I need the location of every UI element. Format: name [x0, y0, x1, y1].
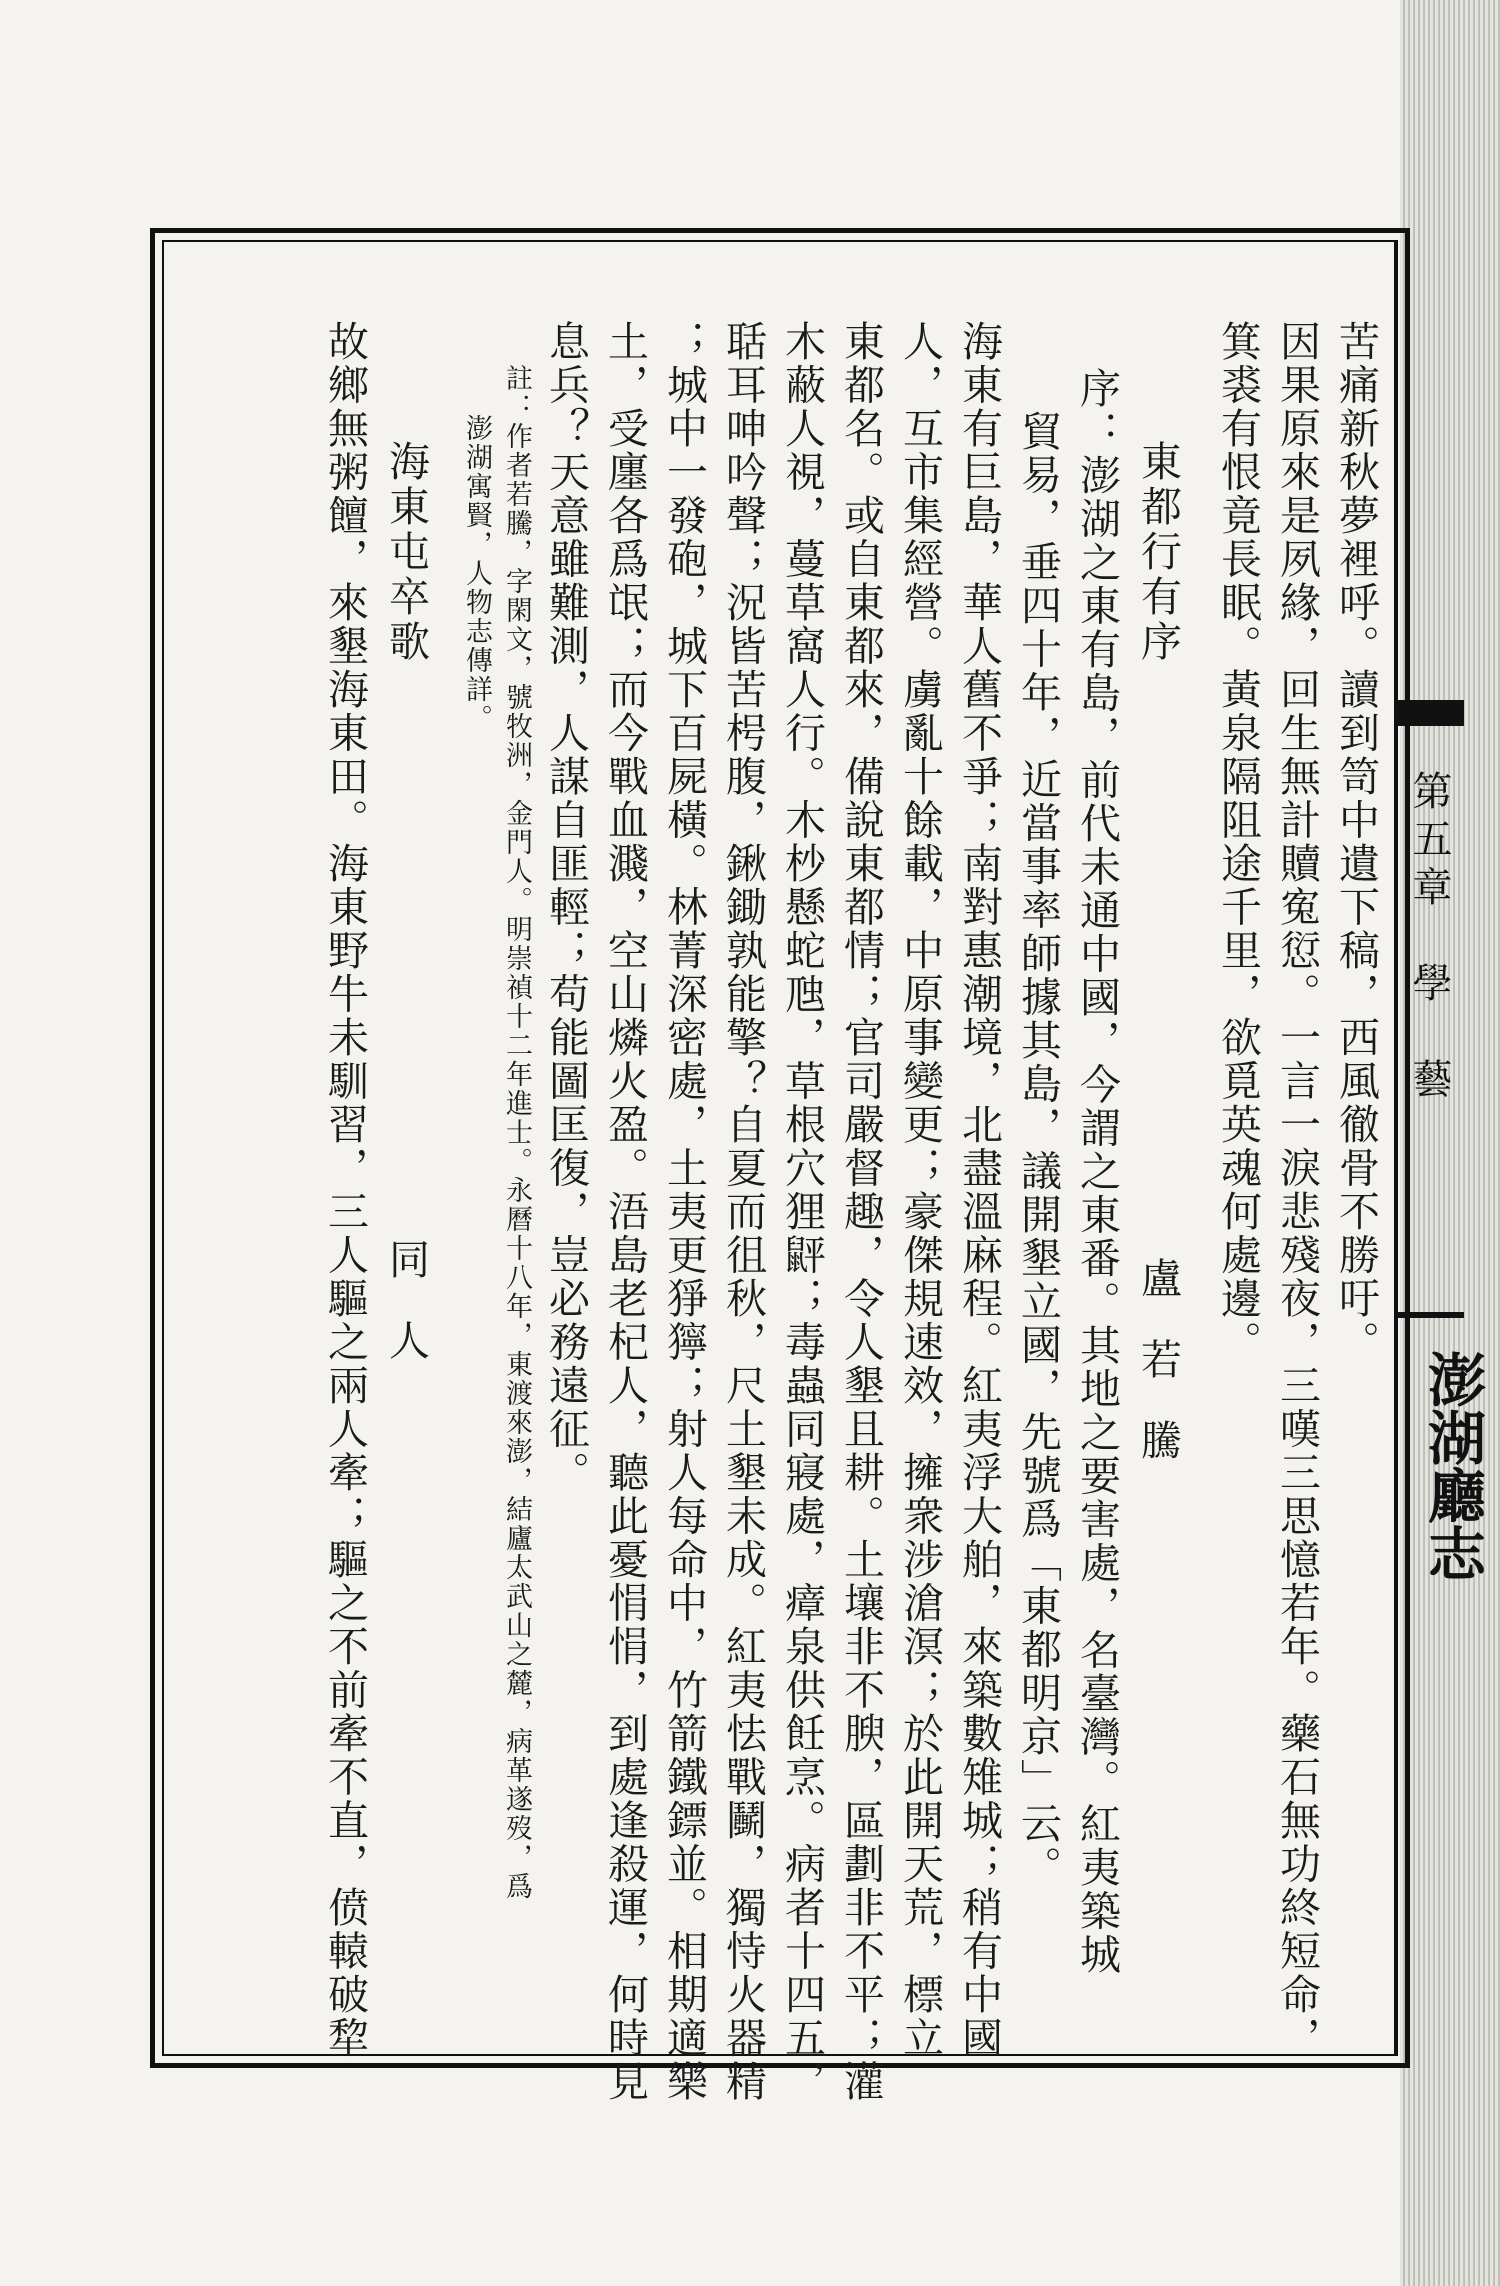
poem-line: 東都名。或自東都來，備說東都情；官司嚴督趣，令人墾且耕。土壤非不腴，區劃非不平；灌 [837, 320, 885, 2104]
poem-line: 息兵？天意雖難測，人謀自匪輕；苟能圖匡復，豈必務遠征。 [542, 320, 590, 1495]
text-line: 箕裘有恨竟長眠。黃泉隔阻途千里，欲覓英魂何處邊。 [1214, 320, 1262, 1364]
preface-line: 貿易，垂四十年，近當事率師據其島，議開墾立國，先號爲「東都明京」云。 [1014, 410, 1062, 1889]
poem-title: 海東屯卒歌 [382, 440, 430, 665]
poem-title-line [1126, 320, 1190, 2020]
poem-line: 聒耳呻吟聲；況皆苦枵腹，鍬鋤孰能擎？自夏而徂秋，尺土墾未成。紅夷怯戰鬭，獨恃火器精 [719, 320, 767, 2104]
poem-title: 東都行有序 [1134, 440, 1182, 665]
poem-author: 同人 [382, 1238, 430, 1400]
page-edge-stack [1400, 0, 1500, 2286]
text-line: 苦痛新秋夢裡呼。讀到笥中遺下稿，西風徹骨不勝吁。 [1332, 320, 1380, 1364]
poem-line: 土，受廛各爲氓；而今戰血濺，空山燐火盈。浯島老杞人，聽此憂悁悁，到處逢殺運，何時見 [601, 320, 649, 2104]
poem-author: 盧若騰 [1134, 1257, 1182, 1500]
header-black-bar [1394, 700, 1464, 726]
text-line: 因果原來是夙緣，回生無計贖寃愆。一言一淚悲殘夜，三嘆三思憶若年。藥石無功終短命， [1273, 320, 1321, 2060]
header-divider-rule [1394, 240, 1396, 2056]
poem-title-line [374, 320, 438, 2020]
annotation-line: 澎湖寓賢，人物志傳詳。 [461, 414, 492, 733]
vertical-text-body [175, 320, 1385, 2104]
poem-line: ；城中一發砲，城下百屍橫。林菁深密處，土夷更猙獰；射人每命中，竹箭鐵鏢並。相期適樂 [660, 320, 708, 2104]
poem-line: 海東有巨島，華人舊不爭；南對惠潮境，北盡溫麻程。紅夷浮大舶，來築數雉城；稍有中國 [955, 320, 1003, 2060]
poem-line: 故鄉無粥饘，來墾海東田。海東野牛未馴習，三人驅之兩人牽；驅之不前牽不直，偾轅破犂 [321, 320, 369, 2060]
poem-line: 人，互市集經營。虜亂十餘載，中原事變更；豪傑規速效，擁衆涉滄溟；於此開天荒，標立 [896, 320, 944, 2060]
poem-line: 木蔽人視，蔓草窩人行。木杪懸蛇虺，草根穴狸䶄；毒蟲同寢處，瘴泉供飪烹。病者十四五， [778, 320, 826, 2104]
book-title-stub: 澎湖廳志 [1418, 1350, 1486, 1582]
running-head-chapter: 第五章 學 藝 [1406, 770, 1452, 1106]
preface-line: 序：澎湖之東有島，前代未通中國，今謂之東番。其地之要害處，名臺灣。紅夷築城 [1073, 367, 1121, 1977]
header-thin-bar [1394, 1312, 1464, 1318]
annotation-line: 註：作者若騰，字閑文，號牧洲，金門人。明崇禎十二年進士。永曆十八年，東渡來澎，結廬太武山之麓，病革遂歿，爲 [501, 364, 532, 1901]
